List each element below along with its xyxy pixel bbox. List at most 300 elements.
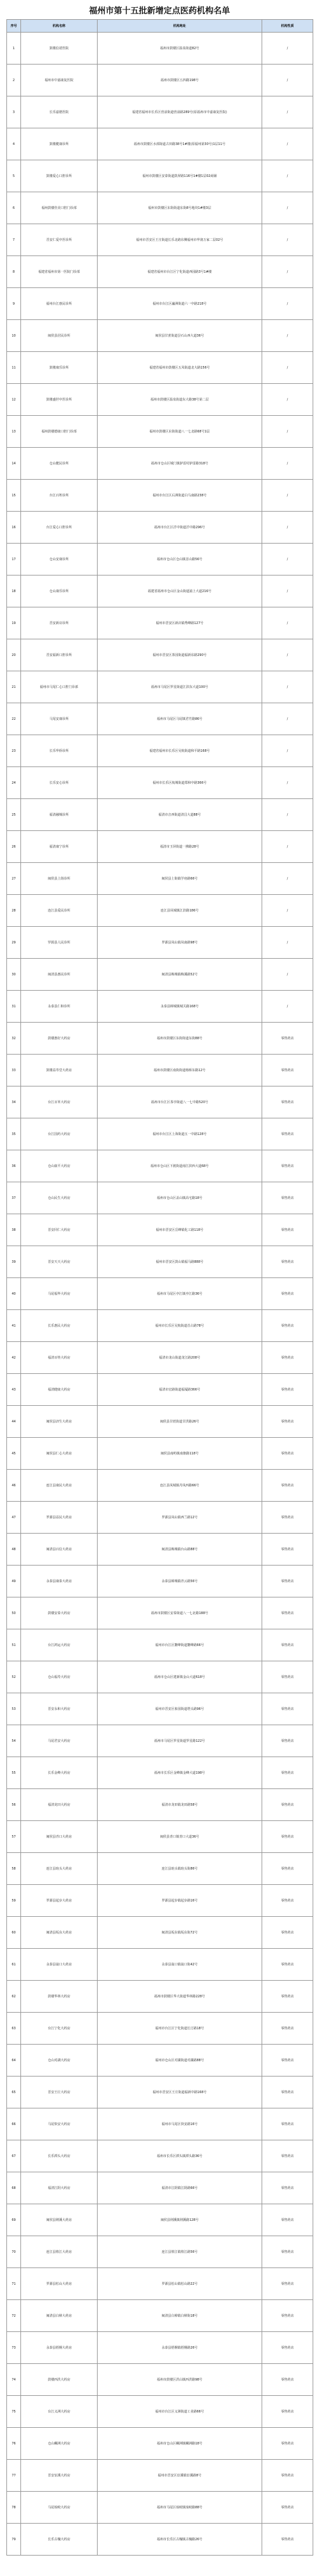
cell-name: 仓山康乐诊所 bbox=[21, 575, 98, 607]
cell-no: 54 bbox=[7, 1725, 21, 1757]
cell-name: 长乐华侨诊所 bbox=[21, 735, 98, 767]
cell-address: 福州市马尾区快安路16号 bbox=[98, 2108, 262, 2140]
table-row bbox=[7, 1502, 313, 1534]
table-row bbox=[7, 1055, 313, 1086]
cell-address: 福州市鼓楼区五四路198号 bbox=[98, 65, 262, 96]
table-row bbox=[7, 65, 313, 96]
table-row bbox=[7, 1182, 313, 1214]
table-row bbox=[7, 927, 313, 959]
cell-address: 福州市仓山区盖山镇高宅路18号 bbox=[98, 1182, 262, 1214]
table-row bbox=[7, 991, 313, 1023]
cell-address: 福州市仓山区下渡街道南江滨西大道68号 bbox=[98, 1150, 262, 1182]
cell-no: 14 bbox=[7, 448, 21, 480]
cell-address: 福州市鼓楼区安泰街道八一七北路188号 bbox=[98, 1597, 262, 1629]
cell-address: 福州市晋安区象园街道塔头路96号 bbox=[98, 1693, 262, 1725]
cell-no: 53 bbox=[7, 1693, 21, 1725]
table-row bbox=[7, 1693, 313, 1725]
cell-name: 连江县康民大药房 bbox=[21, 1470, 98, 1502]
cell-address: 福州市鼓楼区洪山镇西洪路98号 bbox=[98, 2364, 262, 2396]
cell-no: 44 bbox=[7, 1406, 21, 1438]
cell-type: / bbox=[262, 128, 313, 160]
table-row bbox=[7, 1023, 313, 1055]
cell-no: 23 bbox=[7, 735, 21, 767]
cell-address: 闽清县白樟镇白樟街18号 bbox=[98, 2300, 262, 2332]
cell-address: 福建省福州市鼓楼区五凤街道北大路156号 bbox=[98, 352, 262, 384]
cell-address: 福州市马尾区罗星街道江滨东大道100号 bbox=[98, 671, 262, 703]
cell-no: 77 bbox=[7, 2460, 21, 2492]
cell-type: / bbox=[262, 96, 313, 128]
cell-no: 73 bbox=[7, 2332, 21, 2364]
institution-table bbox=[6, 19, 313, 2556]
cell-type: / bbox=[262, 352, 313, 384]
cell-no: 29 bbox=[7, 927, 21, 959]
table-row bbox=[7, 1949, 313, 1981]
cell-address: 闽侯县青口镇青口大道36号 bbox=[98, 1821, 262, 1853]
cell-type: 零售药店 bbox=[262, 1502, 313, 1534]
cell-name: 鼓楼盛世中医诊所 bbox=[21, 384, 98, 416]
cell-name: 福州市中嘉康复医院 bbox=[21, 65, 98, 96]
table-row bbox=[7, 320, 313, 352]
cell-address: 福清市音西街道清昌大道88号 bbox=[98, 799, 262, 831]
cell-name: 闽清县坂东大药房 bbox=[21, 1917, 98, 1949]
cell-address: 福清市宏路街道福厦路366号 bbox=[98, 1374, 262, 1406]
cell-type: 零售药店 bbox=[262, 1725, 313, 1757]
table-row bbox=[7, 575, 313, 607]
cell-no: 61 bbox=[7, 1949, 21, 1981]
cell-type: 零售药店 bbox=[262, 1055, 313, 1086]
cell-no: 75 bbox=[7, 2396, 21, 2428]
cell-address: 福清市龙山街道龙江路208号 bbox=[98, 1342, 262, 1374]
cell-name: 闽侯县济生大药房 bbox=[21, 1406, 98, 1438]
table-row bbox=[7, 2268, 313, 2300]
cell-address: 福州市鼓楼区东街街道东街8号地块1#楼3层 bbox=[98, 192, 262, 224]
table-row bbox=[7, 1757, 313, 1789]
table-row bbox=[7, 2172, 313, 2204]
cell-address: 福州市长乐区金峰镇金峰大道198号 bbox=[98, 1757, 262, 1789]
table-row bbox=[7, 2396, 313, 2428]
cell-no: 45 bbox=[7, 1438, 21, 1470]
header-cell-no: 序号 bbox=[7, 20, 21, 33]
cell-name: 仓山安康诊所 bbox=[21, 544, 98, 575]
cell-no: 40 bbox=[7, 1278, 21, 1310]
cell-address: 福建省福州市长乐区营前街道营前路289号(原福州市中嘉康复医院) bbox=[98, 96, 262, 128]
cell-name: 鼓楼健康诊所 bbox=[21, 128, 98, 160]
table-row bbox=[7, 2300, 313, 2332]
header-cell-type: 机构性质 bbox=[262, 20, 313, 33]
table-row bbox=[7, 1885, 313, 1917]
cell-type: 零售药店 bbox=[262, 1023, 313, 1055]
cell-type: / bbox=[262, 448, 313, 480]
cell-address: 福州市晋安区宦溪镇宦溪路8号 bbox=[98, 2460, 262, 2492]
cell-no: 58 bbox=[7, 1853, 21, 1885]
table-row bbox=[7, 544, 313, 575]
cell-address: 连江县凤城镇丹凤西路66号 bbox=[98, 1470, 262, 1502]
cell-address: 永泰县樟城镇城关路168号 bbox=[98, 991, 262, 1023]
cell-type: 零售药店 bbox=[262, 1821, 313, 1853]
cell-no: 47 bbox=[7, 1502, 21, 1534]
cell-address: 福州市仓山区仓山镇首山路56号 bbox=[98, 544, 262, 575]
cell-name: 仓山健民诊所 bbox=[21, 448, 98, 480]
cell-name: 福清龙田大药房 bbox=[21, 1789, 98, 1821]
cell-no: 2 bbox=[7, 65, 21, 96]
cell-type: / bbox=[262, 831, 313, 863]
cell-no: 66 bbox=[7, 2108, 21, 2140]
cell-no: 18 bbox=[7, 575, 21, 607]
cell-name: 马尾安康诊所 bbox=[21, 703, 98, 735]
cell-name: 罗源县益民大药房 bbox=[21, 1502, 98, 1534]
table-row bbox=[7, 2140, 313, 2172]
cell-type: 零售药店 bbox=[262, 2460, 313, 2492]
table-row bbox=[7, 1853, 313, 1885]
cell-type: / bbox=[262, 288, 313, 320]
cell-name: 晋安宦溪大药房 bbox=[21, 2460, 98, 2492]
cell-address: 罗源县起步镇起步路16号 bbox=[98, 1885, 262, 1917]
cell-address: 罗源县松山镇松山路22号 bbox=[98, 2268, 262, 2300]
cell-name: 仓山福寿大药房 bbox=[21, 1661, 98, 1693]
cell-name: 马尾琅岐大药房 bbox=[21, 2492, 98, 2524]
cell-name: 永泰县嵩口大药房 bbox=[21, 1949, 98, 1981]
cell-no: 19 bbox=[7, 607, 21, 639]
cell-type: 零售药店 bbox=[262, 1310, 313, 1342]
cell-address: 福州市马尾区马尾镇君竹路86号 bbox=[98, 703, 262, 735]
cell-no: 55 bbox=[7, 1757, 21, 1789]
cell-no: 13 bbox=[7, 416, 21, 448]
cell-no: 37 bbox=[7, 1182, 21, 1214]
cell-name: 仓山康平大药房 bbox=[21, 1150, 98, 1182]
cell-name: 连江县爱民诊所 bbox=[21, 895, 98, 927]
table-row bbox=[7, 1470, 313, 1502]
cell-address: 福州市台江区宁化街道长汀路18号 bbox=[98, 2013, 262, 2045]
table-row bbox=[7, 1246, 313, 1278]
cell-address: 闽侯县南屿镇南旗路118号 bbox=[98, 1438, 262, 1470]
cell-name: 鼓楼康乐诊所 bbox=[21, 352, 98, 384]
cell-no: 27 bbox=[7, 863, 21, 895]
table-row bbox=[7, 895, 313, 927]
cell-type: 零售药店 bbox=[262, 2140, 313, 2172]
table-row bbox=[7, 799, 313, 831]
cell-type: 零售药店 bbox=[262, 2077, 313, 2108]
cell-type: 零售药店 bbox=[262, 2204, 313, 2236]
cell-type: 零售药店 bbox=[262, 1661, 313, 1693]
cell-address: 福州市晋安区王庄街道长乐北路东侧福州市华润万家二层02号 bbox=[98, 224, 262, 256]
cell-type: / bbox=[262, 895, 313, 927]
cell-type: 零售药店 bbox=[262, 1629, 313, 1661]
cell-no: 1 bbox=[7, 33, 21, 65]
cell-name: 仓山对湖大药房 bbox=[21, 2045, 98, 2077]
table-row bbox=[7, 831, 313, 863]
cell-name: 鼓楼西洪大药房 bbox=[21, 2364, 98, 2396]
cell-type: 零售药店 bbox=[262, 1374, 313, 1406]
cell-name: 罗源县人民诊所 bbox=[21, 927, 98, 959]
cell-address: 福州市马尾区琅岐镇琅岐路88号 bbox=[98, 2492, 262, 2524]
cell-type: 零售药店 bbox=[262, 2428, 313, 2460]
cell-type: 零售药店 bbox=[262, 1693, 313, 1725]
cell-no: 31 bbox=[7, 991, 21, 1023]
cell-address: 连江县敖江镇敖江路56号 bbox=[98, 2236, 262, 2268]
cell-type: / bbox=[262, 480, 313, 512]
cell-type: / bbox=[262, 33, 313, 65]
table-row bbox=[7, 416, 313, 448]
cell-address: 福州市仓山区建新镇金山大道618号 bbox=[98, 1661, 262, 1693]
cell-no: 15 bbox=[7, 480, 21, 512]
cell-type: 零售药店 bbox=[262, 2045, 313, 2077]
cell-name: 闽侯县上街诊所 bbox=[21, 863, 98, 895]
cell-name: 鼓楼安泰大药房 bbox=[21, 1597, 98, 1629]
cell-address: 罗源县凤山镇凤南路98号 bbox=[98, 927, 262, 959]
table-row bbox=[7, 2204, 313, 2236]
cell-no: 20 bbox=[7, 639, 21, 671]
cell-name: 鼓楼信诺医院 bbox=[21, 33, 98, 65]
table-row bbox=[7, 671, 313, 703]
cell-type: 零售药店 bbox=[262, 2236, 313, 2268]
cell-type: / bbox=[262, 927, 313, 959]
cell-name: 罗源县松山大药房 bbox=[21, 2268, 98, 2300]
cell-address: 闽清县梅城镇梅溪路52号 bbox=[98, 959, 262, 991]
cell-address: 永泰县嵩口镇嵩口街42号 bbox=[98, 1949, 262, 1981]
cell-name: 长乐嘉德医院 bbox=[21, 96, 98, 128]
cell-type: 零售药店 bbox=[262, 2108, 313, 2140]
cell-no: 71 bbox=[7, 2268, 21, 2300]
cell-no: 26 bbox=[7, 831, 21, 863]
cell-type: / bbox=[262, 991, 313, 1023]
cell-no: 4 bbox=[7, 128, 21, 160]
cell-name: 马尾快安大药房 bbox=[21, 2108, 98, 2140]
cell-type: / bbox=[262, 671, 313, 703]
cell-type: / bbox=[262, 544, 313, 575]
table-row bbox=[7, 1118, 313, 1150]
cell-address: 永泰县梧桐镇梧桐路26号 bbox=[98, 2332, 262, 2364]
table-row bbox=[7, 2524, 313, 2556]
cell-type: / bbox=[262, 863, 313, 895]
cell-type: / bbox=[262, 959, 313, 991]
cell-no: 70 bbox=[7, 2236, 21, 2268]
cell-no: 8 bbox=[7, 256, 21, 288]
cell-name: 连江县敖江大药房 bbox=[21, 2236, 98, 2268]
cell-type: / bbox=[262, 703, 313, 735]
cell-no: 6 bbox=[7, 192, 21, 224]
table-row bbox=[7, 639, 313, 671]
cell-type: / bbox=[262, 639, 313, 671]
cell-no: 33 bbox=[7, 1055, 21, 1086]
cell-type: 零售药店 bbox=[262, 2300, 313, 2332]
cell-address: 福州市马尾区罗星街道罗星路122号 bbox=[98, 1725, 262, 1757]
table-row bbox=[7, 480, 313, 512]
cell-name: 鼓楼爱心口腔诊所 bbox=[21, 160, 98, 192]
cell-address: 永泰县樟城镇青云路56号 bbox=[98, 1566, 262, 1597]
cell-type: 零售药店 bbox=[262, 1118, 313, 1150]
cell-name: 长乐古槐大药房 bbox=[21, 2524, 98, 2556]
table-row bbox=[7, 128, 313, 160]
cell-type: 零售药店 bbox=[262, 2332, 313, 2364]
cell-address: 福清市玉屏街道一拂路28号 bbox=[98, 831, 262, 863]
cell-type: 零售药店 bbox=[262, 1246, 313, 1278]
cell-name: 台江爱心口腔诊所 bbox=[21, 512, 98, 544]
cell-type: 零售药店 bbox=[262, 2364, 313, 2396]
cell-no: 35 bbox=[7, 1118, 21, 1150]
table-row bbox=[7, 1789, 313, 1821]
cell-address: 福州市晋安区鼓山镇福马路888号 bbox=[98, 1246, 262, 1278]
table-row bbox=[7, 2364, 313, 2396]
cell-address: 罗源县凤山镇西兰路12号 bbox=[98, 1502, 262, 1534]
cell-name: 马尾福华大药房 bbox=[21, 1278, 98, 1310]
header-cell-address: 机构地址 bbox=[98, 20, 262, 33]
cell-address: 福州市鼓楼区安泰街道鼓屏路116号1#楼1层02商铺 bbox=[98, 160, 262, 192]
cell-name: 仓山螺洲大药房 bbox=[21, 2428, 98, 2460]
cell-type: 零售药店 bbox=[262, 1789, 313, 1821]
cell-name: 福清融城诊所 bbox=[21, 799, 98, 831]
cell-no: 16 bbox=[7, 512, 21, 544]
cell-name: 晋安永和大药房 bbox=[21, 1693, 98, 1725]
table-row bbox=[7, 1374, 313, 1406]
table-row bbox=[7, 33, 313, 65]
cell-no: 30 bbox=[7, 959, 21, 991]
table-row bbox=[7, 1150, 313, 1182]
cell-name: 台江义洲大药房 bbox=[21, 2396, 98, 2428]
cell-type: 零售药店 bbox=[262, 1885, 313, 1917]
cell-type: 零售药店 bbox=[262, 1470, 313, 1502]
cell-name: 晋安同仁大药房 bbox=[21, 1214, 98, 1246]
cell-type: 零售药店 bbox=[262, 1182, 313, 1214]
cell-no: 72 bbox=[7, 2300, 21, 2332]
cell-name: 晋安新店诊所 bbox=[21, 607, 98, 639]
cell-type: 零售药店 bbox=[262, 1597, 313, 1629]
cell-address: 福建省福州市台江区宁化街道西园路3号1#楼 bbox=[98, 256, 262, 288]
table-row bbox=[7, 448, 313, 480]
table-row bbox=[7, 703, 313, 735]
cell-no: 25 bbox=[7, 799, 21, 831]
cell-type: 零售药店 bbox=[262, 1406, 313, 1438]
cell-no: 52 bbox=[7, 1661, 21, 1693]
cell-no: 56 bbox=[7, 1789, 21, 1821]
table-row bbox=[7, 1310, 313, 1342]
cell-no: 57 bbox=[7, 1821, 21, 1853]
cell-address: 福州市鼓楼区华大街道华林路228号 bbox=[98, 1981, 262, 2013]
cell-no: 22 bbox=[7, 703, 21, 735]
cell-address: 福州市台江区鳌峰街道鳌峰路66号 bbox=[98, 1629, 262, 1661]
cell-name: 闽清县白樟大药房 bbox=[21, 2300, 98, 2332]
cell-no: 50 bbox=[7, 1597, 21, 1629]
cell-no: 76 bbox=[7, 2428, 21, 2460]
table-row bbox=[7, 512, 313, 544]
cell-address: 福州市鼓楼区东街街道东街88号 bbox=[98, 1023, 262, 1055]
cell-address: 福州市鼓楼区东街街道八一七北路68号1层 bbox=[98, 416, 262, 448]
cell-type: 零售药店 bbox=[262, 2524, 313, 2556]
cell-name: 长乐惠民大药房 bbox=[21, 1310, 98, 1342]
cell-address: 福州市鼓楼区温泉街道东大路38号第二层 bbox=[98, 384, 262, 416]
cell-name: 闽清县百信大药房 bbox=[21, 1534, 98, 1566]
cell-address: 福州市台江区义洲街道工业路66号 bbox=[98, 2396, 262, 2428]
cell-type: / bbox=[262, 767, 313, 799]
cell-type: 零售药店 bbox=[262, 2172, 313, 2204]
cell-type: / bbox=[262, 735, 313, 767]
cell-no: 64 bbox=[7, 2045, 21, 2077]
table-row bbox=[7, 1661, 313, 1693]
cell-name: 福州鼓楼德康口腔门诊部 bbox=[21, 416, 98, 448]
cell-type: / bbox=[262, 320, 313, 352]
cell-no: 62 bbox=[7, 1981, 21, 2013]
cell-no: 38 bbox=[7, 1214, 21, 1246]
cell-type: / bbox=[262, 416, 313, 448]
cell-type: / bbox=[262, 384, 313, 416]
table-row bbox=[7, 2428, 313, 2460]
cell-name: 福清康宁诊所 bbox=[21, 831, 98, 863]
cell-type: 零售药店 bbox=[262, 1949, 313, 1981]
table-row bbox=[7, 256, 313, 288]
table-row bbox=[7, 2332, 313, 2364]
cell-address: 连江县凤城镇江滨路186号 bbox=[98, 895, 262, 927]
cell-type: / bbox=[262, 192, 313, 224]
cell-name: 罗源县起步大药房 bbox=[21, 1885, 98, 1917]
cell-name: 永泰县康泰大药房 bbox=[21, 1566, 98, 1597]
cell-name: 福州台江惠民诊所 bbox=[21, 288, 98, 320]
table-row bbox=[7, 288, 313, 320]
cell-no: 68 bbox=[7, 2172, 21, 2204]
table-row bbox=[7, 2013, 313, 2045]
cell-address: 福州市台江区上海街道五一中路128号 bbox=[98, 1118, 262, 1150]
table-row bbox=[7, 384, 313, 416]
cell-name: 台江国药大药房 bbox=[21, 1118, 98, 1150]
cell-address: 福清市龙田镇龙田路58号 bbox=[98, 1789, 262, 1821]
document-title: 福州市第十五批新增定点医药机构名单 bbox=[89, 6, 230, 16]
cell-no: 3 bbox=[7, 96, 21, 128]
cell-no: 78 bbox=[7, 2492, 21, 2524]
table-header-row bbox=[7, 20, 313, 33]
cell-type: 零售药店 bbox=[262, 2492, 313, 2524]
cell-name: 福清江阴大药房 bbox=[21, 2172, 98, 2204]
cell-name: 福州鼓楼佳美口腔门诊部 bbox=[21, 192, 98, 224]
cell-no: 21 bbox=[7, 671, 21, 703]
cell-address: 福州市晋安区王庄街道福新中路168号 bbox=[98, 2077, 262, 2108]
cell-no: 28 bbox=[7, 895, 21, 927]
table-row bbox=[7, 2236, 313, 2268]
cell-type: / bbox=[262, 575, 313, 607]
table-row bbox=[7, 1821, 313, 1853]
cell-type: 零售药店 bbox=[262, 1086, 313, 1118]
cell-address: 连江县琯头镇琯头街86号 bbox=[98, 1853, 262, 1885]
table-row bbox=[7, 1406, 313, 1438]
table-row bbox=[7, 1214, 313, 1246]
table-row bbox=[7, 2077, 313, 2108]
cell-no: 12 bbox=[7, 384, 21, 416]
table-row bbox=[7, 1629, 313, 1661]
cell-name: 鼓楼益寿堂大药房 bbox=[21, 1055, 98, 1086]
table-row bbox=[7, 2492, 313, 2524]
table-row bbox=[7, 607, 313, 639]
table-row bbox=[7, 959, 313, 991]
table-row bbox=[7, 1086, 313, 1118]
cell-address: 福州市鼓楼区南街街道杨桥东路12号 bbox=[98, 1055, 262, 1086]
cell-no: 69 bbox=[7, 2204, 21, 2236]
table-row bbox=[7, 1597, 313, 1629]
cell-address: 福州市仓山区螺洲镇螺洲路18号 bbox=[98, 2428, 262, 2460]
cell-type: 零售药店 bbox=[262, 1757, 313, 1789]
cell-address: 闽侯县甘蔗街道甘洪路26号 bbox=[98, 1406, 262, 1438]
table-row bbox=[7, 224, 313, 256]
cell-name: 闽清县惠民诊所 bbox=[21, 959, 98, 991]
cell-name: 仓山民生大药房 bbox=[21, 1182, 98, 1214]
cell-address: 福州市马尾区亭江镇亭江路36号 bbox=[98, 1278, 262, 1310]
table-row bbox=[7, 2045, 313, 2077]
cell-type: 零售药店 bbox=[262, 1981, 313, 2013]
cell-type: 零售药店 bbox=[262, 2396, 313, 2428]
cell-name: 鼓楼华林大药房 bbox=[21, 1981, 98, 2013]
cell-name: 永泰县仁和诊所 bbox=[21, 991, 98, 1023]
cell-name: 福清百姓大药房 bbox=[21, 1342, 98, 1374]
cell-no: 65 bbox=[7, 2077, 21, 2108]
cell-address: 闽侯县甘蔗街道昙石山西大道36号 bbox=[98, 320, 262, 352]
cell-no: 17 bbox=[7, 544, 21, 575]
cell-name: 马尾君安大药房 bbox=[21, 1725, 98, 1757]
